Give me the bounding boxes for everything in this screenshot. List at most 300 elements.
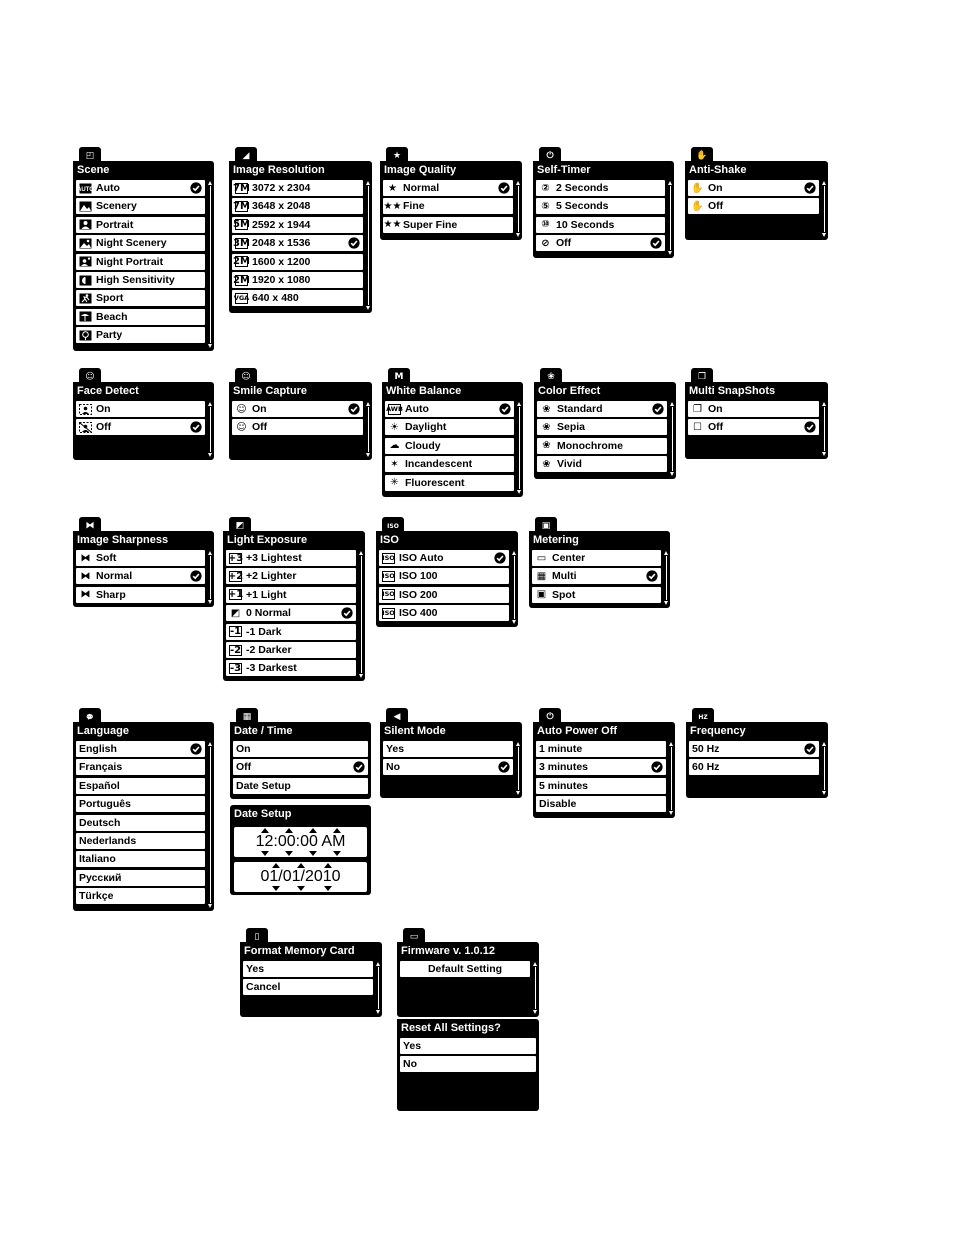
hand-tab-icon — [691, 147, 713, 161]
color-effect-tab-icon — [540, 368, 562, 382]
scrollbar[interactable] — [512, 551, 517, 624]
exposure-tab-icon — [229, 517, 251, 531]
svg-text:⏻: ⏻ — [546, 711, 554, 722]
selected-check-icon — [353, 761, 365, 773]
anti-shake-menu — [685, 147, 828, 240]
menu-title: Scene — [77, 164, 110, 176]
menu-option[interactable] — [688, 401, 819, 417]
option-label: On — [708, 403, 723, 415]
svg-text:◢: ◢ — [242, 150, 250, 161]
option-label: Yes — [403, 1040, 422, 1052]
menu-option[interactable] — [383, 180, 513, 196]
menu-option[interactable] — [232, 401, 363, 417]
night-scenery-icon — [79, 238, 92, 249]
option-label: 2048 x 1536 — [252, 237, 311, 250]
menu-option[interactable] — [76, 235, 205, 251]
menu-option[interactable] — [76, 870, 205, 886]
menu-option[interactable] — [688, 198, 819, 214]
menu-option[interactable] — [400, 1056, 536, 1072]
menu-option[interactable] — [385, 419, 514, 435]
menu-panel — [230, 805, 371, 895]
menu-option[interactable] — [379, 550, 509, 566]
option-label: 3648 x 2048 — [252, 200, 311, 213]
option-label: 640 x 480 — [252, 292, 299, 305]
option-icon: ◩ — [230, 607, 241, 619]
selected-check-icon — [190, 743, 202, 755]
scrollbar[interactable] — [822, 742, 827, 795]
selected-check-icon — [651, 761, 663, 773]
high-sensitivity-icon — [79, 275, 92, 286]
menu-panel — [240, 942, 382, 1017]
menu-title: Image Sharpness — [77, 534, 169, 546]
menu-title: White Balance — [386, 385, 462, 397]
menu-option[interactable] — [532, 587, 661, 603]
down-arrow-icon[interactable] — [297, 886, 305, 891]
menu-option[interactable] — [536, 180, 665, 196]
up-arrow-icon[interactable] — [272, 863, 280, 868]
option-icon: VGA — [233, 293, 250, 302]
option-label: Daylight — [405, 421, 447, 434]
image-resolution-menu — [229, 147, 372, 313]
scrollbar[interactable] — [517, 402, 522, 494]
option-label: 3072 x 2304 — [252, 182, 311, 194]
selected-check-icon — [646, 570, 658, 582]
menu-title: Light Exposure — [227, 534, 308, 546]
reset-menu — [397, 1019, 539, 1111]
menu-panel — [534, 382, 676, 479]
svg-text:❀: ❀ — [547, 371, 555, 382]
option-label: Party — [96, 329, 123, 342]
menu-panel — [223, 531, 365, 681]
option-label: Sport — [96, 292, 124, 305]
option-icon: ☁ — [389, 440, 400, 452]
menu-option[interactable] — [532, 550, 661, 566]
option-label: Normal — [403, 182, 440, 194]
scrollbar[interactable] — [822, 181, 827, 237]
scrollbar[interactable] — [516, 181, 521, 237]
menu-title: Silent Mode — [384, 725, 446, 737]
increment-arrows[interactable] — [234, 828, 367, 834]
face-tab-icon — [79, 368, 101, 382]
selected-check-icon — [652, 403, 664, 415]
scrollbar[interactable] — [208, 181, 213, 348]
menu-option[interactable] — [232, 419, 363, 435]
menu-title: Smile Capture — [233, 385, 307, 397]
menu-option[interactable] — [232, 254, 363, 270]
option-icon: 5M — [233, 219, 250, 231]
menu-panel — [380, 161, 522, 240]
menu-option[interactable] — [226, 660, 356, 676]
menu-panel — [533, 161, 674, 258]
up-arrow-icon[interactable] — [297, 863, 305, 868]
time-value: 12:00:00 AM — [255, 833, 346, 850]
option-label: 5 minutes — [539, 779, 589, 792]
menu-option[interactable] — [536, 235, 665, 251]
menu-option[interactable] — [76, 796, 205, 812]
menu-option[interactable] — [76, 778, 205, 794]
option-label: 2592 x 1944 — [252, 218, 311, 231]
menu-option[interactable] — [385, 438, 514, 454]
menu-title: Anti-Shake — [689, 164, 747, 176]
menu-panel — [376, 531, 518, 627]
menu-option[interactable] — [232, 235, 363, 251]
option-label: Night Scenery — [96, 237, 167, 250]
menu-option[interactable] — [226, 624, 356, 640]
resolution-tab-icon — [235, 147, 257, 161]
menu-title: Auto Power Off — [537, 725, 618, 737]
menu-option[interactable] — [232, 198, 363, 214]
option-label: Center — [552, 552, 586, 564]
menu-option[interactable] — [76, 309, 205, 325]
menu-option[interactable] — [383, 198, 513, 214]
menu-option[interactable] — [226, 550, 356, 566]
menu-panel — [230, 722, 371, 799]
menu-option[interactable] — [232, 180, 363, 196]
time-value-row[interactable] — [234, 827, 367, 857]
increment-arrows[interactable] — [234, 863, 367, 869]
option-label: Off — [556, 237, 572, 250]
menu-option[interactable] — [400, 961, 530, 977]
menu-panel — [686, 722, 828, 798]
up-arrow-icon[interactable] — [261, 828, 269, 833]
menu-option[interactable] — [537, 419, 667, 435]
face-off-icon — [79, 422, 92, 433]
scrollbar[interactable] — [669, 742, 674, 815]
option-label: Soft — [96, 552, 117, 564]
menu-option[interactable] — [379, 587, 509, 603]
menu-panel — [685, 161, 828, 240]
option-label: -1 Dark — [246, 625, 282, 638]
night-portrait-icon — [79, 256, 92, 267]
date-setup-panel — [230, 805, 371, 895]
speaker-tab-icon — [386, 708, 408, 722]
menu-title: Self-Timer — [537, 164, 591, 176]
menu-option[interactable] — [76, 568, 205, 584]
option-label: Italiano — [79, 853, 116, 866]
selected-check-icon — [804, 421, 816, 433]
scrollbar[interactable] — [533, 962, 538, 1014]
option-icon: 7M — [233, 200, 250, 212]
option-label: Cancel — [246, 981, 281, 994]
menu-option[interactable] — [243, 979, 373, 995]
svg-text:✋: ✋ — [696, 150, 708, 161]
option-icon: ☐ — [693, 421, 702, 433]
option-label: Incandescent — [405, 458, 473, 471]
option-label: 0 Normal — [246, 607, 291, 620]
menu-option[interactable] — [385, 456, 514, 472]
option-label: Normal — [96, 570, 133, 583]
scrollbar[interactable] — [366, 181, 371, 310]
svg-text:▦: ▦ — [242, 711, 252, 722]
menu-option[interactable] — [233, 741, 368, 757]
scrollbar[interactable] — [208, 742, 213, 908]
menu-option[interactable] — [536, 778, 666, 794]
menu-option[interactable] — [537, 401, 667, 417]
option-icon: ❀ — [542, 440, 551, 452]
date-value: 01/01/2010 — [260, 868, 341, 885]
option-icon: ★★ — [383, 200, 402, 212]
menu-option[interactable] — [76, 290, 205, 306]
svg-text:◀: ◀ — [393, 711, 401, 722]
svg-text:◩: ◩ — [235, 520, 245, 531]
menu-option[interactable] — [233, 759, 368, 775]
selected-check-icon — [498, 182, 510, 194]
menu-option[interactable] — [232, 272, 363, 288]
option-label: -2 Darker — [246, 644, 292, 656]
up-arrow-icon[interactable] — [285, 828, 293, 833]
scrollbar[interactable] — [664, 551, 669, 605]
svg-text:◰: ◰ — [85, 150, 95, 161]
menu-option[interactable] — [76, 550, 205, 566]
option-label: Off — [252, 421, 268, 434]
menu-option[interactable] — [536, 198, 665, 214]
svg-text:❐: ❐ — [697, 371, 707, 382]
selected-check-icon — [804, 182, 816, 194]
menu-title: Frequency — [690, 725, 746, 737]
menu-option[interactable] — [76, 217, 205, 233]
menu-option[interactable] — [76, 851, 205, 867]
option-icon: ▦ — [536, 570, 547, 582]
menu-title: Face Detect — [77, 385, 139, 397]
menu-option[interactable] — [383, 217, 513, 233]
option-label: Yes — [386, 743, 405, 755]
menu-option[interactable] — [688, 419, 819, 435]
menu-option[interactable] — [76, 815, 205, 831]
menu-option[interactable] — [76, 419, 205, 435]
scene-menu — [73, 147, 214, 351]
scrollbar[interactable] — [208, 402, 213, 457]
color-effect-menu — [534, 368, 676, 479]
menu-title: Language — [77, 725, 129, 737]
option-label: +1 Light — [246, 588, 287, 601]
party-icon — [79, 330, 92, 341]
option-label: Scenery — [96, 200, 137, 213]
menu-option[interactable] — [226, 568, 356, 584]
decrement-arrows[interactable] — [234, 886, 367, 892]
menu-option[interactable] — [76, 180, 205, 196]
option-icon: ★ — [388, 182, 397, 194]
scrollbar[interactable] — [376, 962, 381, 1014]
scrollbar[interactable] — [668, 181, 673, 255]
decrement-arrows[interactable] — [234, 851, 367, 857]
menu-title: Date / Time — [234, 725, 293, 737]
menu-option[interactable] — [379, 605, 509, 621]
svg-text:☺: ☺ — [241, 371, 251, 382]
menu-option[interactable] — [226, 587, 356, 603]
face-detect-menu — [73, 368, 214, 460]
menu-option[interactable] — [536, 217, 665, 233]
menu-option[interactable] — [76, 254, 205, 270]
menu-panel — [380, 722, 522, 798]
menu-option[interactable] — [76, 401, 205, 417]
menu-option[interactable] — [76, 198, 205, 214]
option-label: On — [252, 403, 267, 415]
option-label: Night Portrait — [96, 255, 164, 268]
option-label: No — [386, 761, 400, 774]
menu-option[interactable] — [226, 642, 356, 658]
menu-panel — [229, 161, 372, 313]
selected-check-icon — [650, 237, 662, 249]
option-icon: 3M — [233, 237, 250, 249]
star-tab-icon — [386, 147, 408, 161]
option-label: 5 Seconds — [556, 200, 609, 213]
option-icon: ✋ — [691, 200, 704, 212]
down-arrow-icon[interactable] — [309, 851, 317, 856]
svg-text:M: M — [394, 371, 404, 382]
menu-option[interactable] — [379, 568, 509, 584]
svg-text:▭: ▭ — [409, 931, 419, 942]
option-label: 3 minutes — [539, 761, 589, 774]
format-memory-card-menu — [240, 928, 382, 1017]
option-label: ISO 400 — [399, 607, 438, 620]
option-label: Disable — [539, 798, 577, 811]
date-value-row[interactable] — [234, 862, 367, 892]
selected-check-icon — [498, 761, 510, 773]
menu-title: ISO — [380, 534, 399, 546]
option-label: Türkçe — [79, 890, 114, 903]
menu-option[interactable] — [76, 587, 205, 603]
menu-option[interactable] — [689, 741, 819, 757]
menu-option[interactable] — [76, 759, 205, 775]
menu-option[interactable] — [76, 888, 205, 904]
option-label: +3 Lightest — [246, 552, 302, 564]
sharpness-tab-icon — [79, 517, 101, 531]
option-icon: -2 — [229, 644, 242, 656]
menu-option[interactable] — [536, 759, 666, 775]
scene-tab-icon — [79, 147, 101, 161]
menu-option[interactable] — [532, 568, 661, 584]
option-label: Off — [236, 761, 252, 774]
scrollbar[interactable] — [670, 402, 675, 476]
option-label: 50 Hz — [692, 743, 720, 755]
memory-card-tab-icon — [246, 928, 268, 942]
menu-panel — [73, 531, 214, 607]
scrollbar[interactable] — [822, 402, 827, 456]
down-arrow-icon[interactable] — [285, 851, 293, 856]
option-label: No — [403, 1058, 417, 1071]
option-icon: ★★ — [383, 219, 402, 231]
option-icon: +1 — [227, 589, 244, 601]
option-label: Off — [708, 200, 724, 213]
scrollbar[interactable] — [359, 551, 364, 678]
menu-option[interactable] — [537, 456, 667, 472]
option-label: English — [79, 743, 117, 755]
option-label: Français — [79, 761, 123, 774]
menu-panel — [533, 722, 675, 818]
option-icon: 2M — [233, 256, 250, 268]
menu-option[interactable] — [385, 475, 514, 491]
auto-mode-icon — [79, 183, 92, 194]
option-label: Español — [79, 779, 120, 792]
option-label: 1600 x 1200 — [252, 255, 311, 268]
option-label: ISO 200 — [399, 588, 438, 601]
svg-text:ISO: ISO — [387, 522, 399, 530]
option-label: Fluorescent — [405, 476, 465, 489]
option-label: On — [708, 182, 723, 194]
scrollbar[interactable] — [516, 742, 521, 795]
beach-icon — [79, 311, 92, 322]
option-icon: ❐ — [693, 403, 702, 415]
iso-menu — [376, 517, 518, 627]
selected-check-icon — [190, 421, 202, 433]
self-timer-menu — [533, 147, 674, 258]
menu-title: Metering — [533, 534, 579, 546]
option-label: Portrait — [96, 218, 134, 231]
svg-text:▯: ▯ — [254, 931, 260, 942]
option-icon: ☺ — [236, 403, 247, 415]
down-arrow-icon[interactable] — [261, 851, 269, 856]
menu-option[interactable] — [226, 605, 356, 621]
option-icon: ⧓ — [80, 589, 91, 601]
menu-option[interactable] — [536, 741, 666, 757]
svg-text:AUTO: AUTO — [77, 186, 94, 193]
option-icon: ❀ — [542, 458, 551, 470]
option-label: Monochrome — [557, 439, 623, 452]
option-label: Off — [96, 421, 112, 434]
down-arrow-icon[interactable] — [272, 886, 280, 891]
selected-check-icon — [499, 403, 511, 415]
option-icon: ⧓ — [80, 552, 91, 564]
option-icon: -3 — [229, 662, 242, 674]
firmware-menu — [397, 928, 539, 1017]
option-icon: ISO — [382, 553, 395, 562]
up-arrow-icon[interactable] — [324, 863, 332, 868]
metering-tab-icon — [535, 517, 557, 531]
menu-option[interactable] — [383, 741, 513, 757]
scrollbar[interactable] — [366, 402, 371, 457]
svg-text:⧓: ⧓ — [85, 520, 95, 531]
option-label: Deutsch — [79, 816, 121, 829]
up-arrow-icon[interactable] — [309, 828, 317, 833]
metering-menu — [529, 517, 670, 608]
menu-option[interactable] — [76, 741, 205, 757]
menu-option[interactable] — [76, 272, 205, 288]
option-label: Auto — [96, 182, 120, 194]
menu-option[interactable] — [232, 290, 363, 306]
menu-title: Image Quality — [384, 164, 457, 176]
menu-option[interactable] — [537, 438, 667, 454]
menu-option[interactable] — [76, 327, 205, 343]
menu-option[interactable] — [385, 401, 514, 417]
light-exposure-menu — [223, 517, 365, 681]
menu-option[interactable] — [243, 961, 373, 977]
down-arrow-icon[interactable] — [333, 851, 341, 856]
iso-tab-icon — [382, 517, 404, 531]
option-label: On — [236, 743, 251, 755]
sport-icon — [79, 293, 92, 304]
option-label: Русский — [79, 871, 122, 884]
menu-panel — [397, 1019, 539, 1111]
language-menu — [73, 708, 214, 911]
menu-option[interactable] — [233, 778, 368, 794]
option-label: 10 Seconds — [556, 218, 615, 231]
option-icon: ISO — [382, 590, 395, 599]
menu-option[interactable] — [76, 833, 205, 849]
down-arrow-icon[interactable] — [324, 886, 332, 891]
menu-option[interactable] — [232, 217, 363, 233]
option-label: Off — [708, 421, 724, 434]
menu-option[interactable] — [689, 759, 819, 775]
menu-option[interactable] — [536, 796, 666, 812]
menu-option[interactable] — [383, 759, 513, 775]
menu-panel — [73, 382, 214, 460]
svg-text:💬: 💬 — [86, 713, 94, 721]
menu-option[interactable] — [688, 180, 819, 196]
scrollbar[interactable] — [208, 551, 213, 604]
selected-check-icon — [341, 607, 353, 619]
up-arrow-icon[interactable] — [333, 828, 341, 833]
menu-option[interactable] — [400, 1038, 536, 1054]
